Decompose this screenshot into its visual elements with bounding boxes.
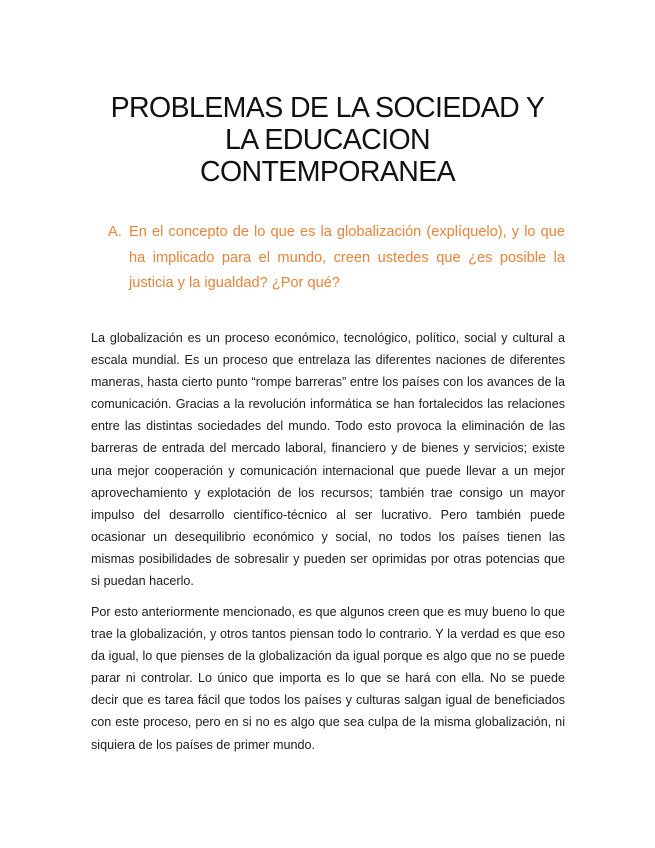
title-line: LA EDUCACION bbox=[224, 124, 431, 156]
question-marker: A. bbox=[108, 224, 122, 240]
title-line: CONTEMPORANEA bbox=[199, 156, 456, 188]
document-title bbox=[60, 92, 595, 188]
body-paragraph: La globalización es un proceso económico, tecnológico, político, social y cultural a escala mundial. Es un proceso que entrelaza las diferentes naciones de diferentes maneras, hasta cierto punto “rompe barreras” entre los países con los avances de la comunicación. Gracias a la revolución informática se han fortalecidos las relaciones entre las distintas sociedades del mundo. Todo esto provoca la eliminación de las barreras de entrada del mercado laboral, financiero y de bienes y servicios; existe una mejor cooperación y comunicación internacional que puede llevar a un mejor aprovechamiento y explotación de los recursos; también trae consigo un mayor impulso del desarrollo científico-técnico al ser lucrativo. Pero también puede ocasionar un desequilibrio económico y social, no todos los países tienen las mismas posibilidades de sobresalir y pueden ser oprimidas por otras potencias que si puedan hacerlo. bbox=[91, 331, 565, 589]
question-text: En el concepto de lo que es la globalización (explíquelo), y lo que ha implicado para el mundo, creen ustedes que ¿es posible la justicia y la igualdad? ¿Por qué? bbox=[129, 224, 565, 291]
title-line: PROBLEMAS DE LA SOCIEDAD Y bbox=[110, 92, 545, 124]
question-item bbox=[108, 220, 565, 297]
body-paragraph: Por esto anteriormente mencionado, es que algunos creen que es muy bueno lo que trae la globalización, y otros tantos piensan todo lo contrario. Y la verdad es que eso da igual, lo que pienses de la globalización da igual porque es algo que no se puede parar ni controlar. Lo único que importa es lo que se hará con ella. No se puede decir que es tarea fácil que todos los países y culturas salgan igual de beneficiados con este proceso, pero en si no es algo que sea culpa de la misma globalización, ni siquiera de los países de primer mundo. bbox=[91, 605, 565, 752]
